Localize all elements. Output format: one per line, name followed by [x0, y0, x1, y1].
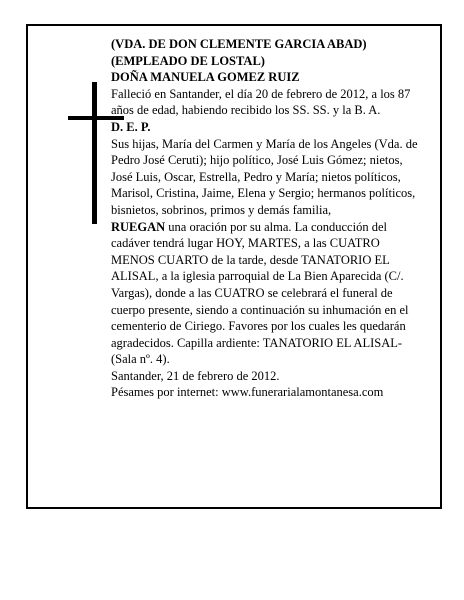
- funeral-request: [111, 219, 422, 368]
- cross-vertical-bar: [92, 82, 97, 224]
- request-text: una oración por su alma. La conducción del cadáver tendrá lugar HOY, MARTES, a las CUATRO MENOS CUARTO de la tarde, desde TANATORIO EL ALISAL, a la iglesia parroquial de La Bien Aparecida (C/. Vargas), donde a las CUATRO se celebrará el funeral de cuerpo presente, siendo a continuación su inhumación en el cementerio de Ciriego. Favores por los cuales les quedarán agradecidos. Capilla ardiente: TANATORIO EL ALISAL-(Sala nº. 4).: [111, 219, 409, 367]
- deceased-name: DOÑA MANUELA GOMEZ RUIZ: [111, 70, 300, 85]
- death-statement: Falleció en Santander, el día 20 de febrero de 2012, a los 87 años de edad, habiendo recibido los SS. SS. y la B. A.: [111, 86, 411, 118]
- family-list: Sus hijas, María del Carmen y María de los Angeles (Vda. de Pedro José Ceruti); hijo político, José Luis Gómez; nietos, José Luis, Oscar, Estrella, Pedro y María; nietos políticos, Marisol, Cristina, Jaime, Elena y Sergio; hermanos políticos, bisnietos, sobrinos, primos y demás familia,: [111, 136, 418, 217]
- rip-line: D. E. P.: [111, 119, 151, 134]
- condolences-line: Pésames por internet: www.funerarialamontanesa.com: [111, 385, 384, 400]
- employee-line: (EMPLEADO DE LOSTAL): [111, 53, 265, 68]
- widow-of-line: (VDA. DE DON CLEMENTE GARCIA ABAD): [111, 37, 367, 51]
- request-keyword: RUEGAN: [111, 219, 166, 234]
- notice-text: [111, 36, 422, 401]
- place-date: Santander, 21 de febrero de 2012.: [111, 368, 280, 383]
